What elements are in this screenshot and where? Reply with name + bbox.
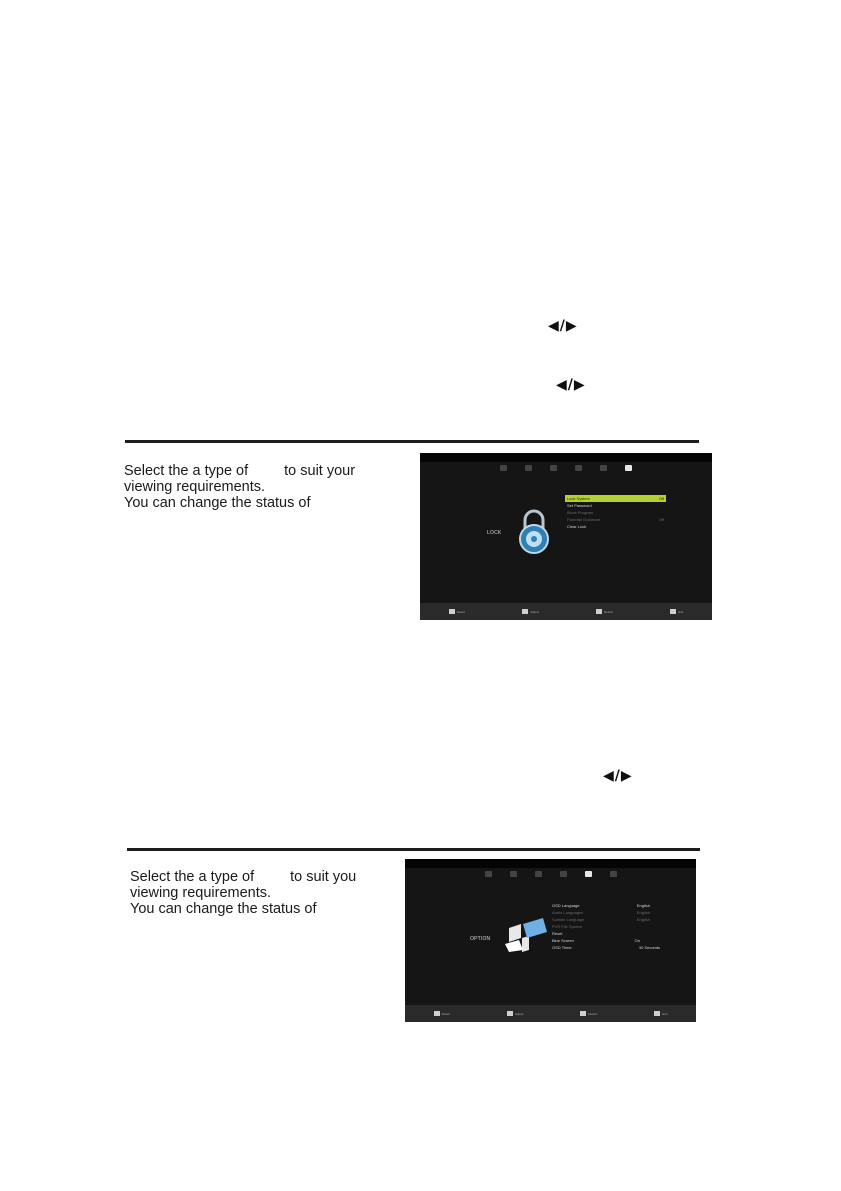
screen-footer [420, 603, 712, 620]
screen-title: LOCK [487, 530, 502, 536]
section-divider-lock [125, 440, 699, 443]
lock-desc-line3: You can change the status of [124, 495, 311, 511]
footer-return: Return [580, 1011, 597, 1016]
menu-item-osd-timer[interactable]: OSD Timer 30 Seconds [552, 945, 660, 950]
menu-item-lock-system[interactable]: Lock System Off [567, 496, 664, 501]
footer-select: Select [434, 1011, 450, 1016]
option-tab-icon [600, 465, 607, 471]
menu-item-clear-lock[interactable]: Clear Lock [567, 524, 587, 529]
screen-title: OPTION [470, 936, 491, 942]
picture-tab-icon [500, 465, 507, 471]
menu-item-blue-screen[interactable]: Blue Screen On [552, 938, 640, 943]
select-key-icon [449, 609, 455, 614]
exit-key-icon [654, 1011, 660, 1016]
select-key-icon [434, 1011, 440, 1016]
time-tab-icon [575, 465, 582, 471]
option-desc-line2: viewing requirements. [130, 885, 272, 901]
lock-description [124, 463, 355, 511]
footer-exit: Exit [654, 1011, 667, 1016]
footer-adjust: Adjust [522, 609, 538, 614]
footer-return: Return [596, 609, 613, 614]
footer-adjust: Adjust [507, 1011, 523, 1016]
menu-item-subtitle-language[interactable]: Subtitle Language English [552, 917, 650, 922]
padlock-icon [517, 508, 551, 554]
left-right-arrows-1: ◀/▶ [548, 318, 578, 334]
exit-key-icon [670, 609, 676, 614]
lock-desc-line2: viewing requirements. [124, 479, 266, 495]
option-description [130, 869, 356, 917]
menu-item-pvr-file-system[interactable]: PVR File System [552, 924, 583, 929]
screen-topbar [405, 859, 696, 868]
footer-exit: Exit [670, 609, 683, 614]
sound-tab-icon [525, 465, 532, 471]
option-menu-screenshot [405, 859, 696, 1022]
footer-select: Select [449, 609, 465, 614]
option-desc-line3: You can change the status of [130, 901, 317, 917]
lock-desc-line1: Select the a type of to suit your [124, 463, 356, 479]
time-tab-icon [560, 871, 567, 877]
left-right-arrows-3: ◀/▶ [603, 768, 633, 784]
lock-menu-screenshot [420, 453, 712, 620]
channel-tab-icon [550, 465, 557, 471]
lock-menu-list [565, 495, 666, 530]
screen-footer [405, 1005, 696, 1022]
sound-tab-icon [510, 871, 517, 877]
left-right-arrows-2: ◀/▶ [556, 377, 586, 393]
menu-item-audio-languages[interactable]: Audio Languages English [552, 910, 650, 915]
menu-item-set-password[interactable]: Set Password [567, 503, 592, 508]
menu-item-reset[interactable]: Reset [552, 931, 563, 936]
menu-tab-icons [420, 465, 712, 471]
return-key-icon [596, 609, 602, 614]
menu-item-block-program[interactable]: Block Program [567, 510, 594, 515]
lock-tab-icon [610, 871, 617, 877]
menu-item-osd-language[interactable]: OSD Language English [552, 903, 650, 908]
screen-topbar [420, 453, 712, 462]
adjust-key-icon [522, 609, 528, 614]
lock-tab-icon [625, 465, 632, 471]
picture-tab-icon [485, 871, 492, 877]
section-divider-option [127, 848, 700, 851]
menu-item-parental-guidance[interactable]: Parental Guidance Off [567, 517, 664, 522]
option-desc-line1: Select the a type of to suit you [130, 869, 357, 885]
return-key-icon [580, 1011, 586, 1016]
option-tab-icon [585, 871, 592, 877]
channel-tab-icon [535, 871, 542, 877]
menu-tab-icons [405, 871, 696, 877]
option-cards-icon [505, 918, 549, 954]
adjust-key-icon [507, 1011, 513, 1016]
option-menu-list [550, 902, 680, 951]
